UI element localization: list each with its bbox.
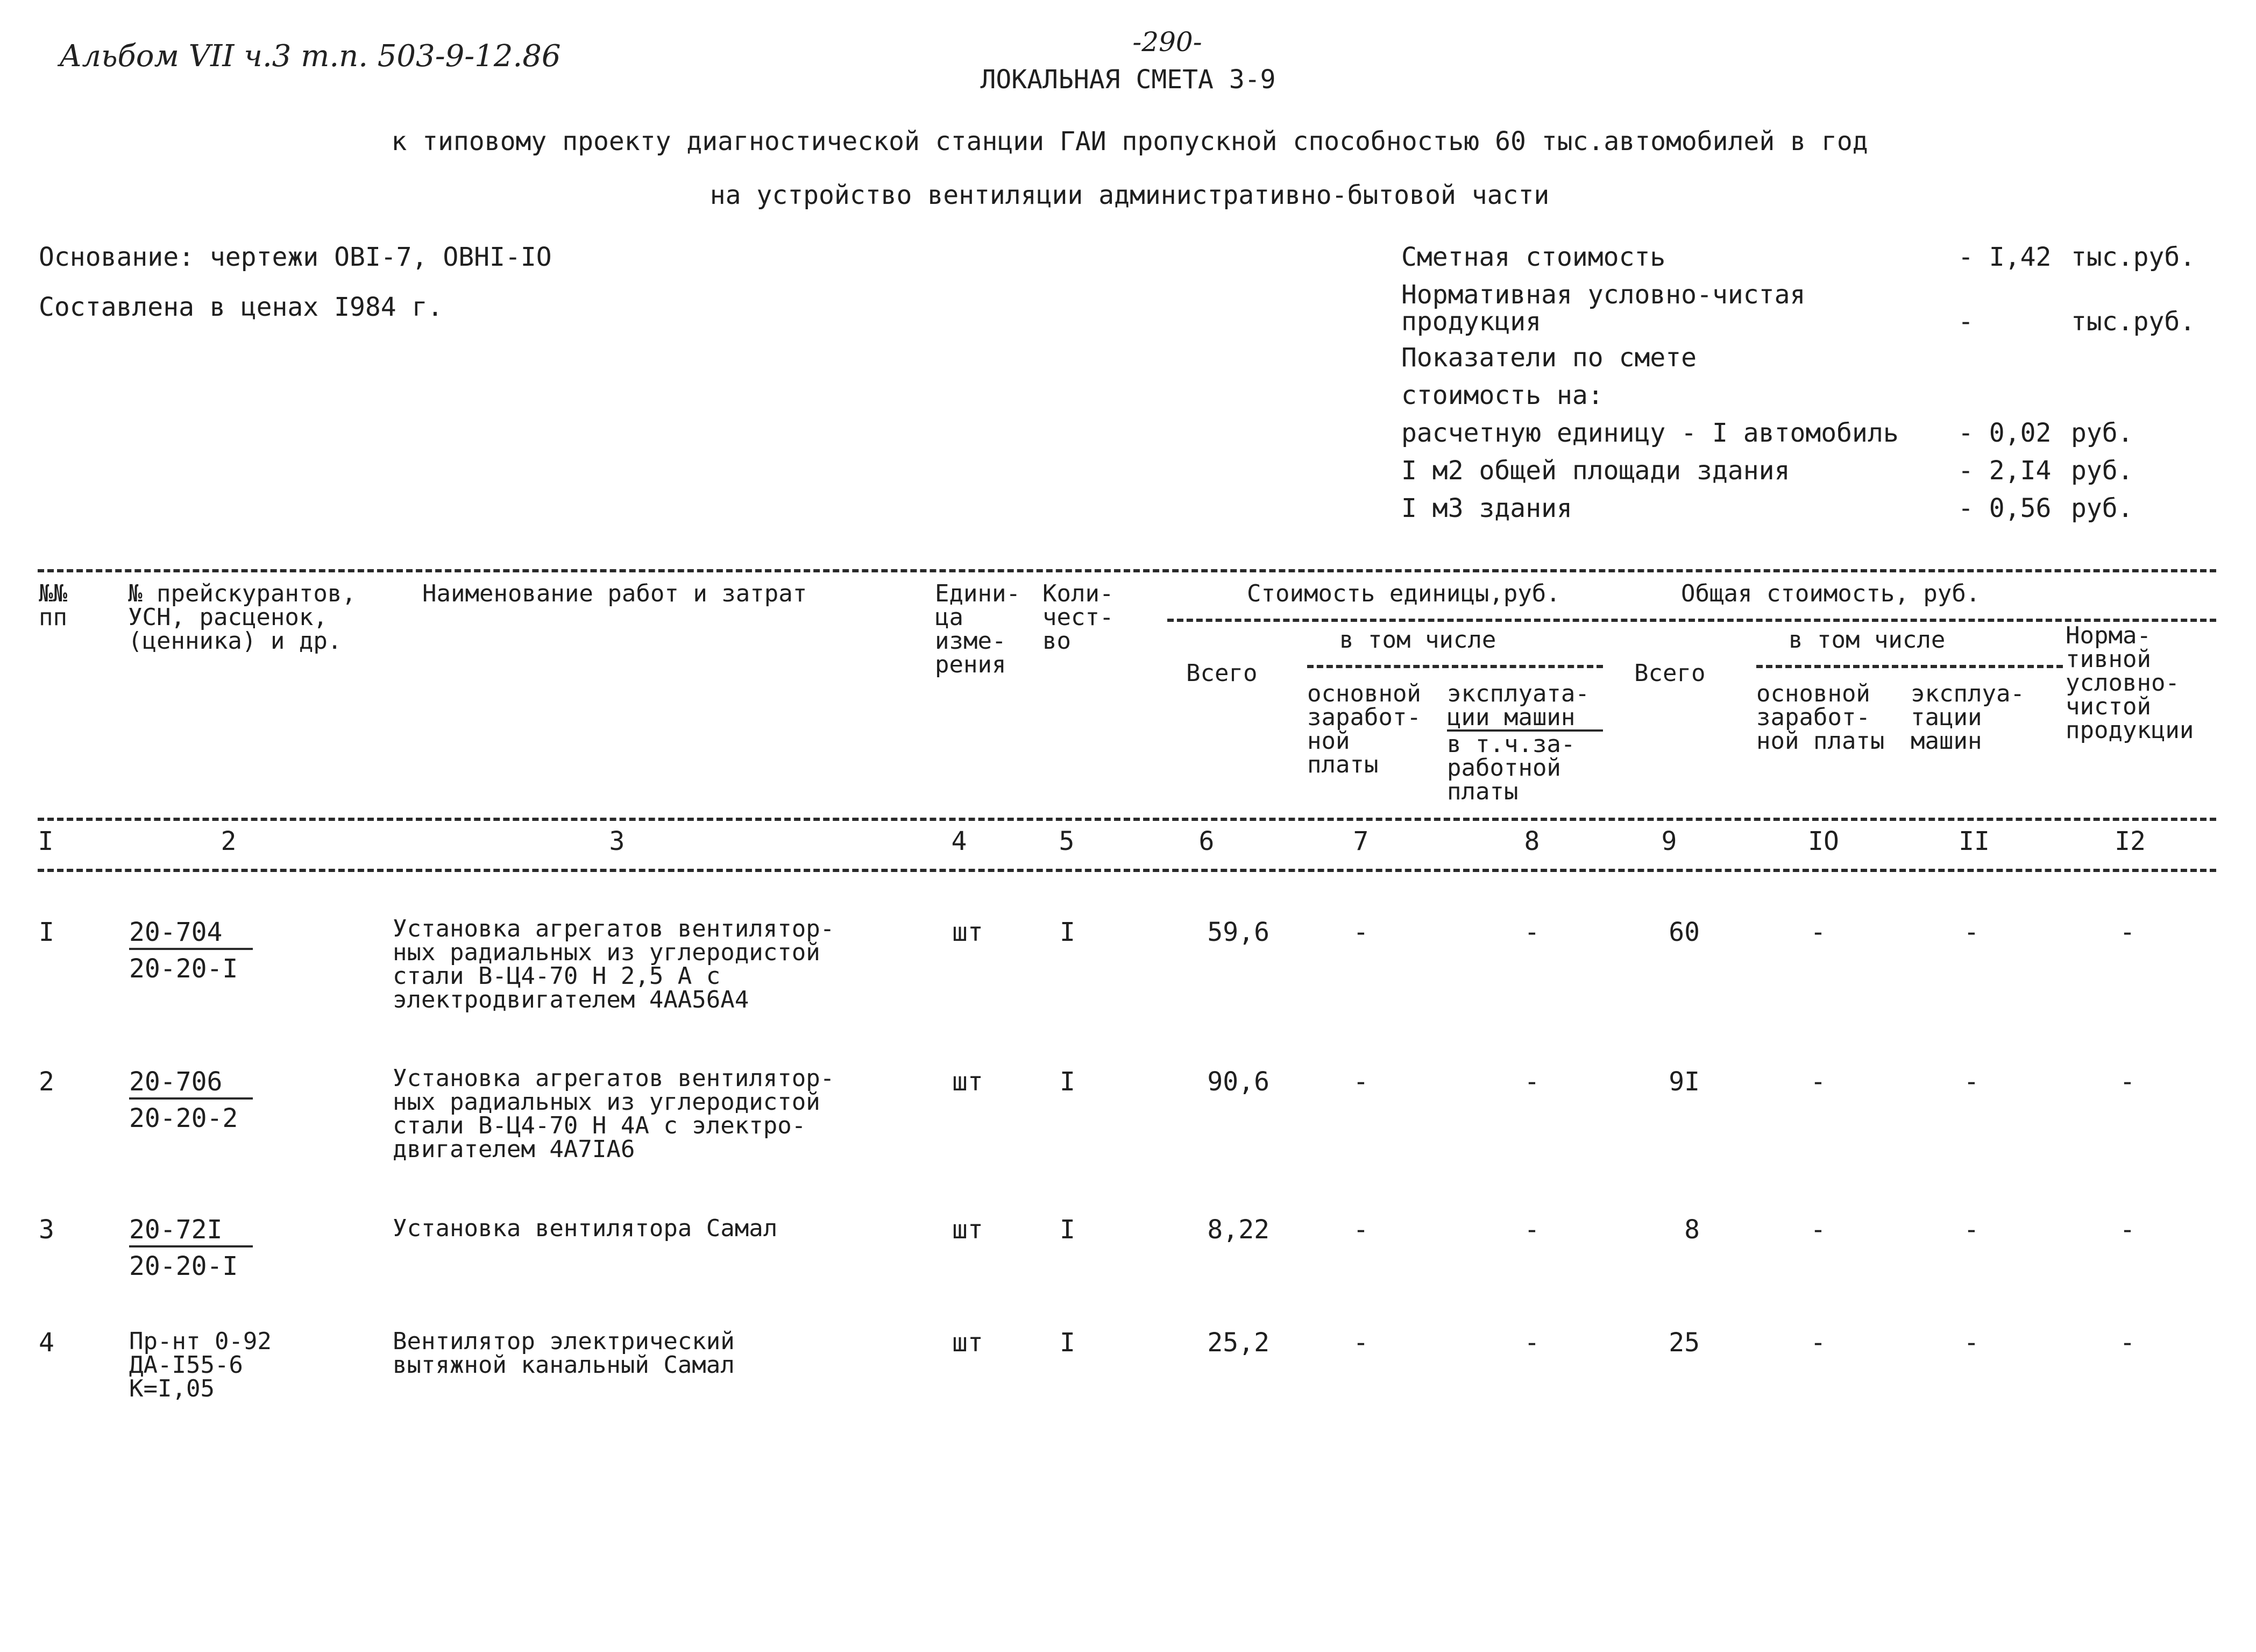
column-number: IO xyxy=(1808,826,1839,856)
per-unit-label: расчетную единицу - I автомобиль xyxy=(1401,418,1899,448)
row-work-name: Установка агрегатов вентилятор- ных радиальных из углеродистой стали В-Ц4-70 Н 4А с электро- двигателем 4А7IА6 xyxy=(393,1065,835,1163)
normative-value: - xyxy=(1958,307,1974,337)
header-quantity: Коли- чест- во xyxy=(1042,580,1114,655)
row-total-machines: - xyxy=(1963,917,1980,947)
basis-drawings: Основание: чертежи OBI-7, OBHI-IO xyxy=(39,242,552,272)
header-total-cost-including: в том числе xyxy=(1789,626,1946,654)
row-normative-product: - xyxy=(2119,917,2136,947)
row-total-wages: - xyxy=(1810,1328,1826,1358)
row-number: I xyxy=(39,917,54,947)
row-unit-cost-wages: - xyxy=(1353,1067,1369,1097)
cost-group-rule xyxy=(1167,619,2216,622)
document-subtitle-project: к типовому проекту диагностической станции ГАИ пропускной способностью 60 тыс.автомобилей в год xyxy=(391,126,1868,157)
row-unit-cost-wages: - xyxy=(1353,917,1369,947)
row-price-code-bottom: 20-20-I xyxy=(129,954,238,984)
header-unit-cost-machine-operation: эксплуата- ции машин xyxy=(1447,680,1590,731)
per-unit-unit: руб. xyxy=(2071,418,2133,448)
price-code-fraction-line xyxy=(129,1245,253,1247)
row-price-code-top: 20-704 xyxy=(129,917,223,947)
row-total-cost: 60 xyxy=(1669,917,1700,947)
column-number: I xyxy=(38,826,54,856)
header-total-cost: Общая стоимость, руб. xyxy=(1681,580,1981,607)
column-number: 8 xyxy=(1524,826,1540,856)
row-price-code: Пр-нт 0-92 ДА-I55-6 К=I,05 xyxy=(129,1328,272,1402)
table-top-rule xyxy=(38,569,2216,572)
album-handwritten-note: Альбом VII ч.3 т.п. 503-9-12.86 xyxy=(59,39,561,74)
row-quantity: I xyxy=(1060,1067,1075,1097)
column-numbers-rule xyxy=(38,869,2216,872)
per-area-unit: руб. xyxy=(2071,456,2133,486)
column-number: 7 xyxy=(1353,826,1369,856)
basis-prices: Составлена в ценах I984 г. xyxy=(39,292,443,322)
per-unit-value: - 0,02 xyxy=(1958,418,2052,448)
row-unit-cost-machines: - xyxy=(1524,917,1540,947)
header-unit-cost: Стоимость единицы,руб. xyxy=(1247,580,1560,607)
row-total-cost: 9I xyxy=(1669,1067,1700,1097)
row-unit: шт xyxy=(952,1328,983,1358)
page-number: -290- xyxy=(1132,26,1202,58)
per-volume-value: - 0,56 xyxy=(1958,493,2052,523)
unit-cost-incl-rule xyxy=(1307,665,1603,668)
row-total-cost: 25 xyxy=(1669,1328,1700,1358)
header-unit: Едини- ца изме- рения xyxy=(935,580,1020,678)
column-number: 4 xyxy=(951,826,967,856)
row-unit: шт xyxy=(952,1215,983,1245)
row-quantity: I xyxy=(1060,1328,1075,1358)
row-normative-product: - xyxy=(2119,1215,2136,1245)
normative-label-line1: Нормативная условно-чистая xyxy=(1401,280,1806,310)
row-unit-cost-total: 90,6 xyxy=(1207,1067,1269,1097)
row-price-code-top: 20-72I xyxy=(129,1215,223,1245)
row-unit-cost-total: 25,2 xyxy=(1207,1328,1269,1358)
row-unit-cost-machines: - xyxy=(1524,1215,1540,1245)
column-number: 9 xyxy=(1661,826,1677,856)
row-total-machines: - xyxy=(1963,1328,1980,1358)
per-volume-label: I м3 здания xyxy=(1401,493,1572,523)
column-number: 6 xyxy=(1198,826,1215,856)
row-total-machines: - xyxy=(1963,1215,1980,1245)
row-total-wages: - xyxy=(1810,1215,1826,1245)
row-total-wages: - xyxy=(1810,917,1826,947)
row-total-cost: 8 xyxy=(1684,1215,1700,1245)
header-unit-cost-machine-wages: в т.ч.за- работной платы xyxy=(1447,731,1576,805)
row-work-name: Установка агрегатов вентилятор- ных радиальных из углеродистой стали В-Ц4-70 Н 2,5 А с электродвигателем 4АА56А4 xyxy=(393,915,835,1013)
row-quantity: I xyxy=(1060,1215,1075,1245)
row-work-name: Установка вентилятора Самал xyxy=(393,1215,778,1242)
row-work-name: Вентилятор электрический вытяжной канальный Самал xyxy=(393,1328,735,1379)
estimated-cost-label: Сметная стоимость xyxy=(1401,242,1666,272)
header-bottom-rule xyxy=(38,818,2216,821)
per-area-label: I м2 общей площади здания xyxy=(1401,456,1790,486)
header-unit-cost-base-wages: основной заработ- ной платы xyxy=(1307,680,1421,778)
row-unit-cost-total: 59,6 xyxy=(1207,917,1269,947)
header-total-cost-base-wages: основной заработ- ной платы xyxy=(1756,680,1885,755)
row-unit-cost-wages: - xyxy=(1353,1328,1369,1358)
column-number: I2 xyxy=(2115,826,2146,856)
document-title: ЛОКАЛЬНАЯ СМЕТА 3-9 xyxy=(980,65,1276,95)
row-total-wages: - xyxy=(1810,1067,1826,1097)
estimated-cost-value: - I,42 xyxy=(1958,242,2052,272)
row-unit: шт xyxy=(952,917,983,947)
document-subtitle-purpose: на устройство вентиляции административно-бытовой части xyxy=(710,180,1550,210)
row-total-machines: - xyxy=(1963,1067,1980,1097)
row-number: 4 xyxy=(39,1328,54,1358)
price-code-fraction-line xyxy=(129,948,253,950)
total-cost-incl-rule xyxy=(1756,665,2063,668)
header-total-cost-machine-operation: эксплуа- тации машин xyxy=(1911,680,2025,755)
header-row-number: №№ пп xyxy=(39,580,67,631)
row-number: 2 xyxy=(39,1067,54,1097)
normative-label-line2: продукция xyxy=(1401,307,1542,337)
cost-for-label: стоимость на: xyxy=(1401,380,1604,410)
row-unit-cost-total: 8,22 xyxy=(1207,1215,1269,1245)
column-number: II xyxy=(1959,826,1990,856)
column-number: 5 xyxy=(1059,826,1075,856)
per-area-value: - 2,I4 xyxy=(1958,456,2052,486)
per-volume-unit: руб. xyxy=(2071,493,2133,523)
row-unit: шт xyxy=(952,1067,983,1097)
row-quantity: I xyxy=(1060,917,1075,947)
row-normative-product: - xyxy=(2119,1067,2136,1097)
column-number: 3 xyxy=(609,826,625,856)
row-number: 3 xyxy=(39,1215,54,1245)
indicators-label: Показатели по смете xyxy=(1401,343,1697,373)
header-total-cost-total: Всего xyxy=(1634,660,1706,687)
row-price-code-top: 20-706 xyxy=(129,1067,223,1097)
estimated-cost-unit: тыс.руб. xyxy=(2071,242,2196,272)
header-unit-cost-total: Всего xyxy=(1186,660,1258,687)
row-unit-cost-machines: - xyxy=(1524,1328,1540,1358)
header-work-name: Наименование работ и затрат xyxy=(422,580,807,607)
row-unit-cost-machines: - xyxy=(1524,1067,1540,1097)
row-price-code-bottom: 20-20-2 xyxy=(129,1103,238,1133)
price-code-fraction-line xyxy=(129,1097,253,1100)
row-normative-product: - xyxy=(2119,1328,2136,1358)
header-normative-net-product: Норма- тивной условно- чистой продукции xyxy=(2066,622,2194,744)
header-unit-cost-including: в том числе xyxy=(1339,626,1496,654)
normative-unit: тыс.руб. xyxy=(2071,307,2196,337)
row-price-code-bottom: 20-20-I xyxy=(129,1251,238,1281)
header-price-reference: № прейскурантов, УСН, расценок, (ценника) и др. xyxy=(128,580,356,655)
column-number: 2 xyxy=(221,826,237,856)
row-unit-cost-wages: - xyxy=(1353,1215,1369,1245)
